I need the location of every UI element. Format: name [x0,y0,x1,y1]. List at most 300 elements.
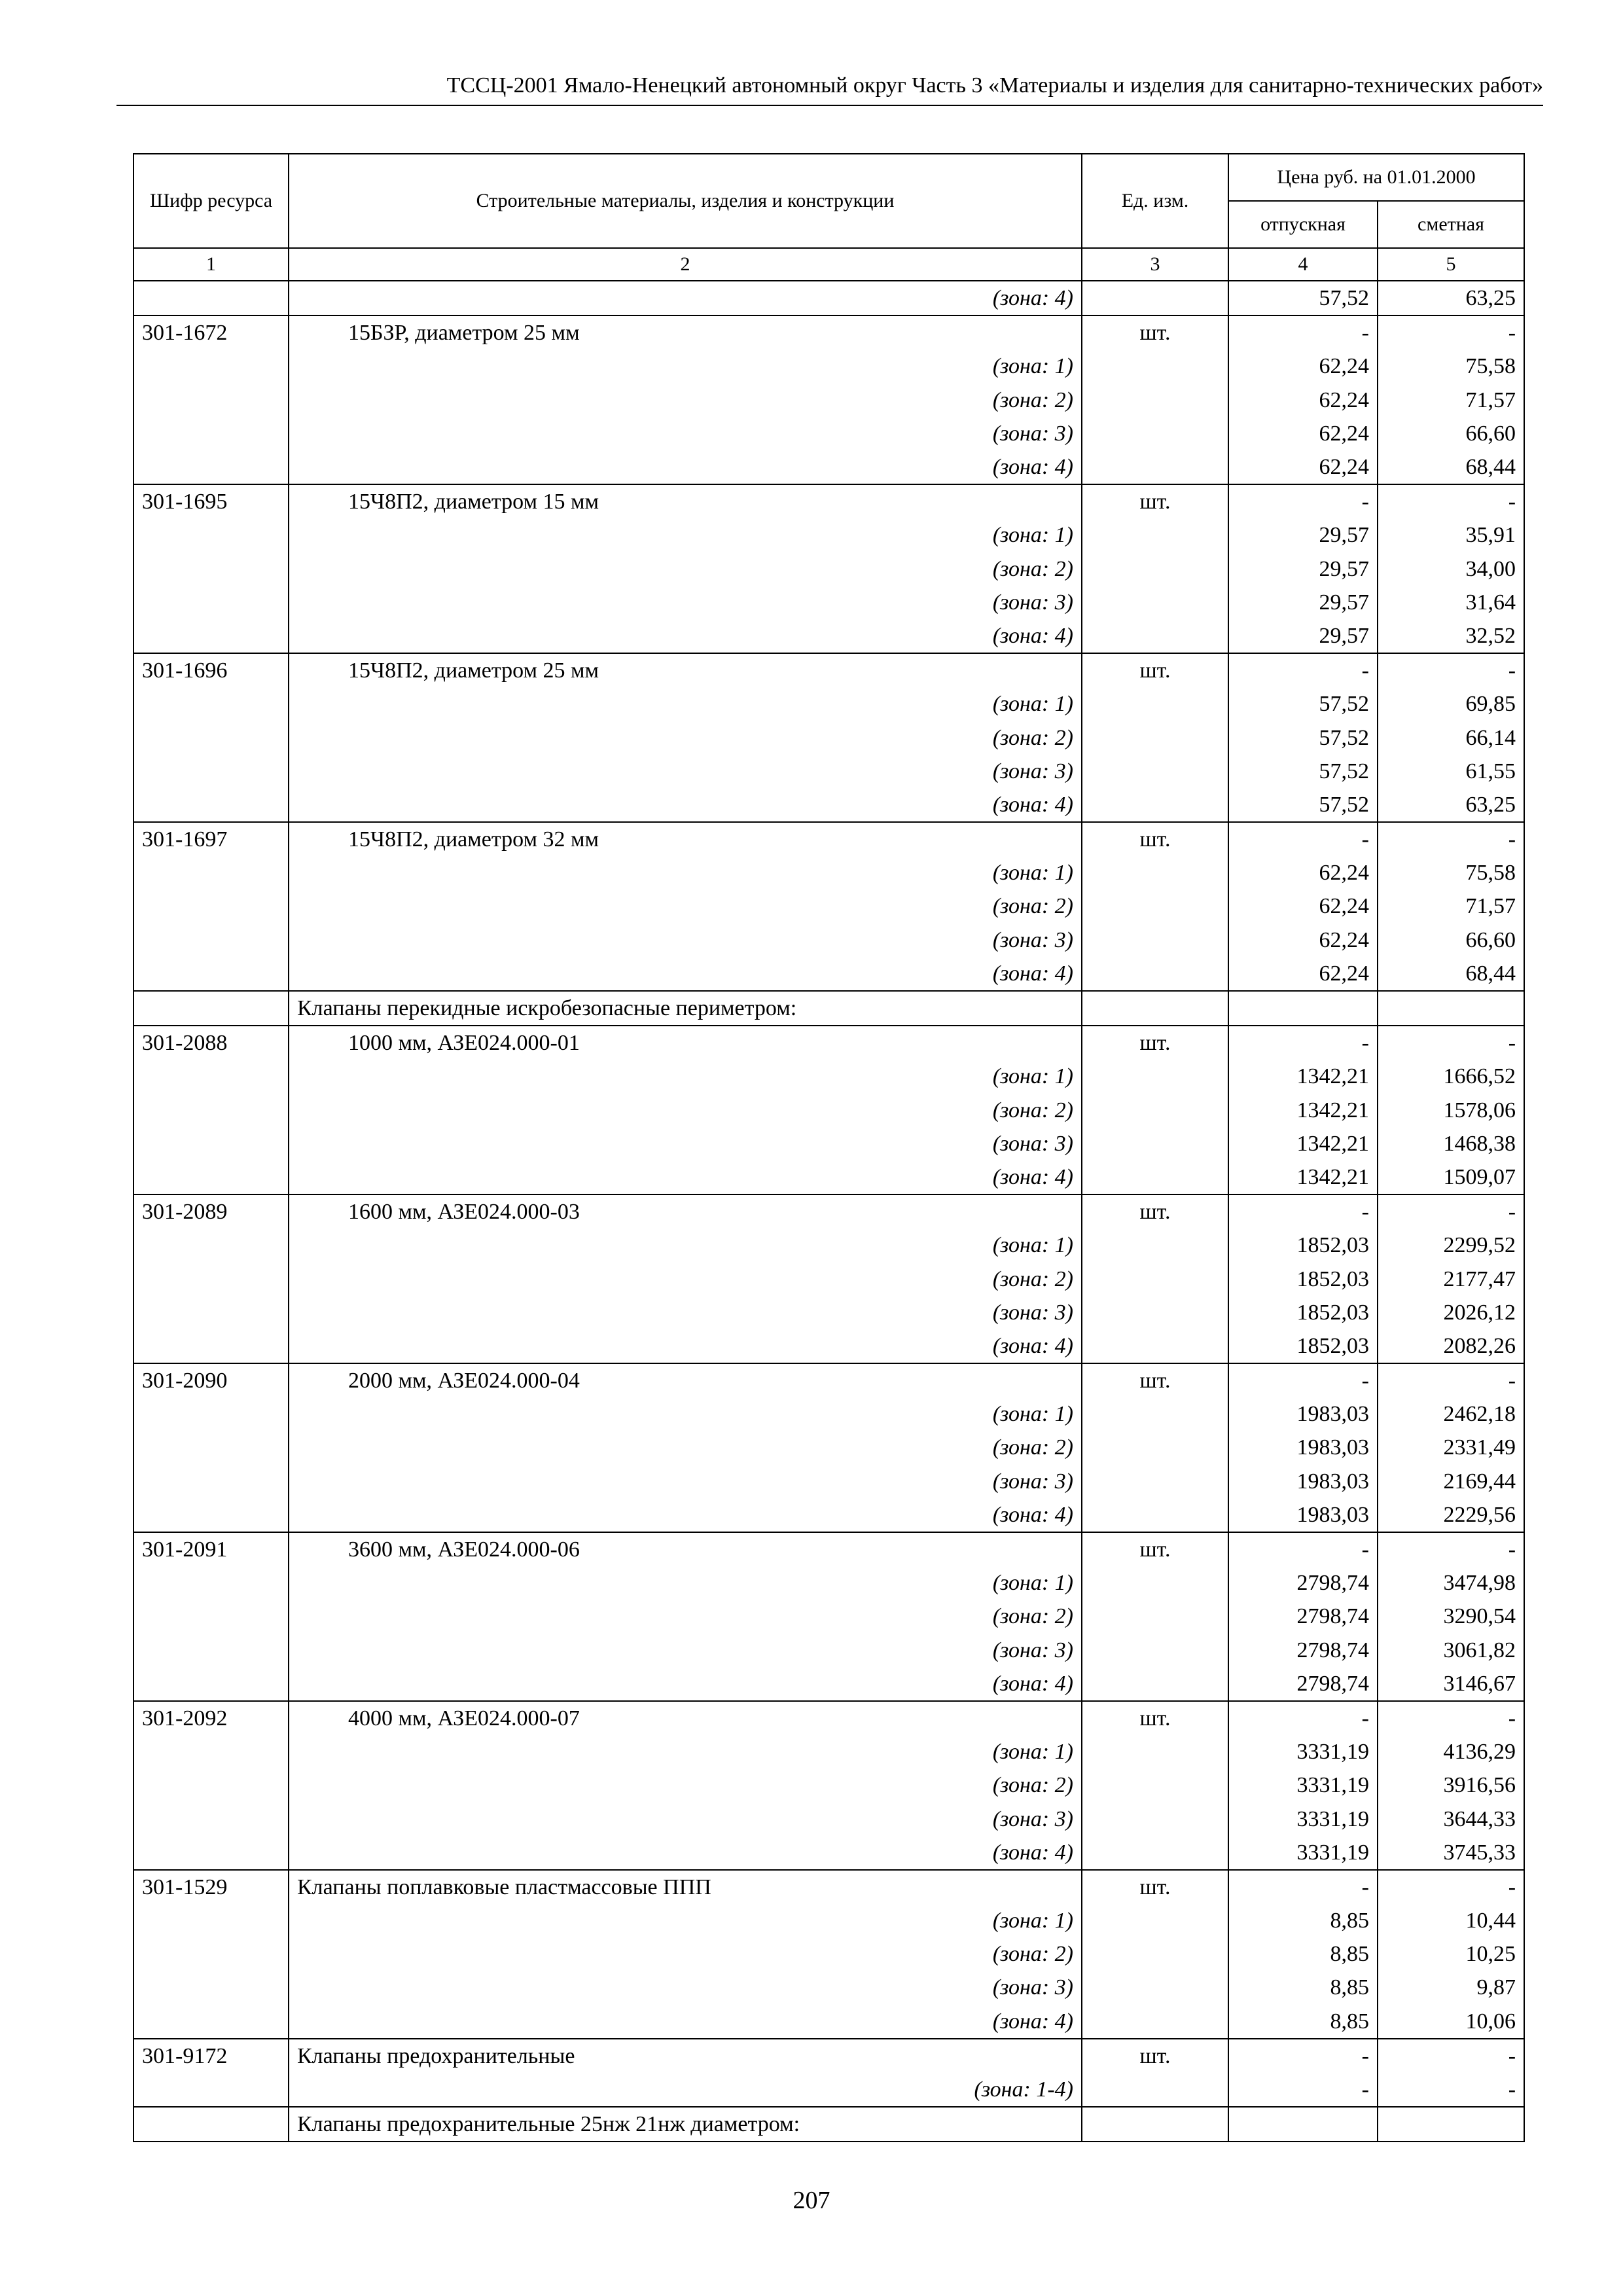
table-row [134,1127,1524,1160]
material-name: 15БЗР, диаметром 25 мм [289,315,1082,350]
resource-code: 301-2091 [134,1532,289,1566]
estimate-price: 10,06 [1378,2005,1524,2039]
page-number: 207 [793,2187,830,2214]
unit-cell: шт. [1082,1026,1228,1060]
estimate-price: - [1378,822,1524,856]
zone-label: (зона: 1) [289,856,1082,889]
resource-code [134,788,289,822]
table-row [134,1498,1524,1532]
unit-cell: шт. [1082,1363,1228,1397]
resource-code: 301-2088 [134,1026,289,1060]
table-row [134,1836,1524,1870]
resource-code [134,350,289,383]
estimate-price: - [1378,484,1524,518]
release-price: 1983,03 [1228,1431,1378,1464]
header-name: Строительные материалы, изделия и конструкции [289,154,1082,248]
release-price: 8,85 [1228,1904,1378,1937]
release-price [1228,2107,1378,2142]
release-price: 2798,74 [1228,1600,1378,1633]
release-price: 2798,74 [1228,1566,1378,1600]
resource-code: 301-1672 [134,315,289,350]
unit-cell [1082,1060,1228,1093]
unit-cell [1082,1802,1228,1835]
unit-cell [1082,924,1228,957]
unit-cell [1082,350,1228,383]
release-price: 1983,03 [1228,1498,1378,1532]
table-row [134,484,1524,518]
estimate-price: 1468,38 [1378,1127,1524,1160]
release-price: 8,85 [1228,1971,1378,2004]
unit-cell [1082,1397,1228,1431]
page-header: ТССЦ-2001 Ямало-Ненецкий автономный округ Часть 3 «Материалы и изделия для санитарно-технических работ» [116,73,1543,106]
table-row [134,450,1524,484]
zone-label: (зона: 2) [289,384,1082,417]
release-price: 1852,03 [1228,1296,1378,1329]
estimate-price: 4136,29 [1378,1735,1524,1768]
resource-code: 301-1695 [134,484,289,518]
estimate-price: 2082,26 [1378,1329,1524,1363]
release-price: 8,85 [1228,2005,1378,2039]
release-price: 62,24 [1228,384,1378,417]
estimate-price: 2026,12 [1378,1296,1524,1329]
resource-code: 301-1529 [134,1870,289,1904]
zone-label: (зона: 2) [289,1768,1082,1802]
estimate-price: - [1378,1026,1524,1060]
resource-code [134,991,289,1026]
table-row [134,653,1524,687]
unit-cell: шт. [1082,1532,1228,1566]
resource-code [134,1262,289,1295]
table-row [134,1634,1524,1667]
table-row [134,2005,1524,2039]
estimate-price: 10,25 [1378,1937,1524,1971]
table-row [134,518,1524,552]
resource-code [134,1465,289,1498]
estimate-price: 68,44 [1378,957,1524,991]
unit-cell [1082,1600,1228,1633]
table-row [134,1802,1524,1835]
unit-cell: шт. [1082,1870,1228,1904]
unit-cell [1082,687,1228,721]
release-price: 2798,74 [1228,1634,1378,1667]
material-name: 1000 мм, АЗЕ024.000-01 [289,1026,1082,1060]
table-row [134,1397,1524,1431]
zone-label: (зона: 1) [289,1566,1082,1600]
estimate-price: - [1378,1194,1524,1229]
table-row [134,1735,1524,1768]
release-price: 1852,03 [1228,1229,1378,1262]
estimate-price: 9,87 [1378,1971,1524,2004]
zone-label: (зона: 2) [289,721,1082,754]
release-price: - [1228,653,1378,687]
table-row [134,1363,1524,1397]
release-price: - [1228,1026,1378,1060]
resource-code: 301-9172 [134,2039,289,2073]
release-price: - [1228,822,1378,856]
col-number: 1 [134,248,289,281]
resource-code [134,518,289,552]
unit-cell [1082,1971,1228,2004]
unit-cell [1082,1160,1228,1194]
zone-label: (зона: 3) [289,1971,1082,2004]
estimate-price: 3290,54 [1378,1600,1524,1633]
resource-code [134,450,289,484]
estimate-price: 3061,82 [1378,1634,1524,1667]
unit-cell [1082,1768,1228,1802]
release-price: 62,24 [1228,856,1378,889]
resource-code [134,552,289,586]
material-name: Клапаны предохранительные [289,2039,1082,2073]
estimate-price: 63,25 [1378,788,1524,822]
release-price: - [1228,1701,1378,1735]
header-unit: Ед. изм. [1082,154,1228,248]
estimate-price: - [1378,1363,1524,1397]
table-row [134,957,1524,991]
table-row [134,721,1524,754]
material-name: 3600 мм, АЗЕ024.000-06 [289,1532,1082,1566]
table-row [134,1229,1524,1262]
unit-cell [1082,1836,1228,1870]
zone-label: (зона: 2) [289,1094,1082,1127]
estimate-price: 32,52 [1378,619,1524,653]
unit-cell [1082,450,1228,484]
zone-label: (зона: 3) [289,755,1082,788]
zone-label: (зона: 3) [289,586,1082,619]
unit-cell [1082,619,1228,653]
table-row [134,315,1524,350]
release-price: - [1228,2073,1378,2107]
release-price: 62,24 [1228,889,1378,923]
estimate-price: 2177,47 [1378,1262,1524,1295]
release-price: - [1228,1532,1378,1566]
release-price: 1342,21 [1228,1160,1378,1194]
resource-code [134,2107,289,2142]
unit-cell [1082,889,1228,923]
release-price: 3331,19 [1228,1735,1378,1768]
table-row [134,788,1524,822]
resource-code [134,281,289,315]
table-row [134,1667,1524,1701]
resource-code [134,924,289,957]
unit-cell [1082,2005,1228,2039]
estimate-price: 66,14 [1378,721,1524,754]
unit-cell [1082,1937,1228,1971]
resource-code [134,1296,289,1329]
unit-cell [1082,1465,1228,1498]
zone-label: (зона: 3) [289,417,1082,450]
material-name: 15Ч8П2, диаметром 32 мм [289,822,1082,856]
release-price: 57,52 [1228,687,1378,721]
unit-cell: шт. [1082,1701,1228,1735]
release-price: - [1228,484,1378,518]
resource-code: 301-2092 [134,1701,289,1735]
table-row [134,1296,1524,1329]
table-row [134,1701,1524,1735]
estimate-price: - [1378,315,1524,350]
zone-label: (зона: 3) [289,1127,1082,1160]
estimate-price: 2299,52 [1378,1229,1524,1262]
resource-code [134,687,289,721]
release-price: - [1228,2039,1378,2073]
release-price: - [1228,315,1378,350]
estimate-price [1378,2107,1524,2142]
release-price: 62,24 [1228,417,1378,450]
zone-label: (зона: 2) [289,1600,1082,1633]
unit-cell [1082,1094,1228,1127]
release-price: 3331,19 [1228,1768,1378,1802]
release-price: - [1228,1194,1378,1229]
release-price: 29,57 [1228,619,1378,653]
resource-code [134,2005,289,2039]
estimate-price [1378,991,1524,1026]
zone-label: (зона: 4) [289,619,1082,653]
table-row [134,1870,1524,1904]
estimate-price: 2169,44 [1378,1465,1524,1498]
resource-code: 301-2090 [134,1363,289,1397]
release-price: 1852,03 [1228,1329,1378,1363]
zone-label: (зона: 4) [289,957,1082,991]
zone-label: (зона: 3) [289,1296,1082,1329]
unit-cell [1082,1127,1228,1160]
unit-cell [1082,721,1228,754]
release-price: 62,24 [1228,957,1378,991]
estimate-price: 2462,18 [1378,1397,1524,1431]
zone-label: (зона: 4) [289,1498,1082,1532]
resource-code [134,1735,289,1768]
estimate-price: 1666,52 [1378,1060,1524,1093]
zone-label: (зона: 4) [289,281,1082,315]
unit-cell [1082,755,1228,788]
estimate-price: 2229,56 [1378,1498,1524,1532]
release-price: 1852,03 [1228,1262,1378,1295]
zone-label: (зона: 1-4) [289,2073,1082,2107]
zone-label: (зона: 1) [289,687,1082,721]
release-price: 57,52 [1228,755,1378,788]
release-price: 1342,21 [1228,1127,1378,1160]
table-row [134,1465,1524,1498]
estimate-price: - [1378,1870,1524,1904]
table-row [134,1904,1524,1937]
unit-cell [1082,2073,1228,2107]
table-row [134,1026,1524,1060]
unit-cell [1082,281,1228,315]
unit-cell [1082,1431,1228,1464]
unit-cell [1082,957,1228,991]
resource-code [134,1904,289,1937]
zone-label: (зона: 3) [289,1634,1082,1667]
unit-cell [1082,586,1228,619]
estimate-price: 3474,98 [1378,1566,1524,1600]
section-title: Клапаны перекидные искробезопасные периметром: [289,991,1082,1026]
unit-cell: шт. [1082,484,1228,518]
release-price: 1342,21 [1228,1094,1378,1127]
release-price: 29,57 [1228,586,1378,619]
release-price: 62,24 [1228,350,1378,383]
unit-cell [1082,856,1228,889]
col-number: 5 [1378,248,1524,281]
resource-code [134,619,289,653]
header-release: отпускная [1228,201,1378,248]
release-price: 3331,19 [1228,1836,1378,1870]
release-price: - [1228,1870,1378,1904]
resource-code [134,1971,289,2004]
resource-code [134,586,289,619]
resource-code [134,1498,289,1532]
resource-code [134,1094,289,1127]
estimate-price: 66,60 [1378,924,1524,957]
resource-code [134,417,289,450]
zone-label: (зона: 2) [289,1937,1082,1971]
resource-code: 301-1696 [134,653,289,687]
estimate-price: - [1378,2039,1524,2073]
zone-label: (зона: 4) [289,2005,1082,2039]
unit-cell [1082,1904,1228,1937]
resource-code [134,384,289,417]
zone-label: (зона: 2) [289,552,1082,586]
estimate-price: 75,58 [1378,856,1524,889]
material-name: 15Ч8П2, диаметром 25 мм [289,653,1082,687]
col-number: 3 [1082,248,1228,281]
unit-cell [1082,1566,1228,1600]
price-table [133,153,1525,2142]
table-row [134,889,1524,923]
table-row [134,1060,1524,1093]
zone-label: (зона: 3) [289,924,1082,957]
release-price: 57,52 [1228,281,1378,315]
unit-cell [1082,417,1228,450]
estimate-price: 71,57 [1378,384,1524,417]
unit-cell [1082,1296,1228,1329]
release-price [1228,991,1378,1026]
resource-code [134,856,289,889]
zone-label: (зона: 3) [289,1465,1082,1498]
zone-label: (зона: 1) [289,1060,1082,1093]
table-row [134,350,1524,383]
unit-cell [1082,552,1228,586]
zone-label: (зона: 4) [289,1329,1082,1363]
unit-cell [1082,991,1228,1026]
resource-code [134,1634,289,1667]
estimate-price: 68,44 [1378,450,1524,484]
zone-label: (зона: 4) [289,788,1082,822]
table-row [134,1600,1524,1633]
release-price: 1983,03 [1228,1465,1378,1498]
zone-label: (зона: 2) [289,1431,1082,1464]
zone-label: (зона: 1) [289,1904,1082,1937]
header-price: Цена руб. на 01.01.2000 [1228,154,1524,201]
table-row [134,1160,1524,1194]
unit-cell [1082,1329,1228,1363]
table-row [134,417,1524,450]
zone-label: (зона: 2) [289,889,1082,923]
unit-cell: шт. [1082,1194,1228,1229]
unit-cell [1082,384,1228,417]
resource-code [134,1160,289,1194]
estimate-price: 61,55 [1378,755,1524,788]
table-row [134,1094,1524,1127]
table-row [134,1329,1524,1363]
estimate-price: 3146,67 [1378,1667,1524,1701]
unit-cell: шт. [1082,653,1228,687]
unit-cell: шт. [1082,822,1228,856]
table-row [134,2073,1524,2107]
zone-label: (зона: 1) [289,1397,1082,1431]
header-estimate: сметная [1378,201,1524,248]
estimate-price: 1578,06 [1378,1094,1524,1127]
estimate-price: 3745,33 [1378,1836,1524,1870]
resource-code [134,1431,289,1464]
table-row [134,2107,1524,2142]
header-code: Шифр ресурса [134,154,289,248]
estimate-price: 75,58 [1378,350,1524,383]
estimate-price: 3916,56 [1378,1768,1524,1802]
release-price: 62,24 [1228,924,1378,957]
table-row [134,1431,1524,1464]
release-price: 29,57 [1228,518,1378,552]
resource-code [134,1600,289,1633]
resource-code [134,755,289,788]
resource-code [134,1060,289,1093]
estimate-price: - [1378,1532,1524,1566]
release-price: 8,85 [1228,1937,1378,1971]
zone-label: (зона: 1) [289,1229,1082,1262]
table-row [134,1566,1524,1600]
zone-label: (зона: 4) [289,1836,1082,1870]
unit-cell [1082,1667,1228,1701]
table-row [134,1971,1524,2004]
release-price: - [1228,1363,1378,1397]
zone-label: (зона: 2) [289,1262,1082,1295]
table-row [134,924,1524,957]
resource-code [134,889,289,923]
table-row [134,991,1524,1026]
estimate-price: 1509,07 [1378,1160,1524,1194]
table-row [134,1532,1524,1566]
unit-cell [1082,788,1228,822]
zone-label: (зона: 1) [289,1735,1082,1768]
resource-code [134,2073,289,2107]
estimate-price: - [1378,653,1524,687]
col-number: 4 [1228,248,1378,281]
table-row [134,2039,1524,2073]
material-name: 1600 мм, АЗЕ024.000-03 [289,1194,1082,1229]
estimate-price: - [1378,1701,1524,1735]
resource-code [134,1329,289,1363]
unit-cell [1082,518,1228,552]
unit-cell: шт. [1082,315,1228,350]
price-table-body [134,281,1524,2142]
resource-code [134,957,289,991]
release-price: 57,52 [1228,721,1378,754]
col-number: 2 [289,248,1082,281]
table-row [134,1194,1524,1229]
resource-code [134,1667,289,1701]
table-row [134,619,1524,653]
unit-cell: шт. [1082,2039,1228,2073]
estimate-price: 35,91 [1378,518,1524,552]
resource-code [134,1802,289,1835]
estimate-price: - [1378,2073,1524,2107]
table-row [134,1937,1524,1971]
table-row [134,586,1524,619]
table-row [134,1262,1524,1295]
release-price: 3331,19 [1228,1802,1378,1835]
estimate-price: 71,57 [1378,889,1524,923]
resource-code [134,1768,289,1802]
zone-label: (зона: 4) [289,450,1082,484]
resource-code [134,1937,289,1971]
estimate-price: 2331,49 [1378,1431,1524,1464]
